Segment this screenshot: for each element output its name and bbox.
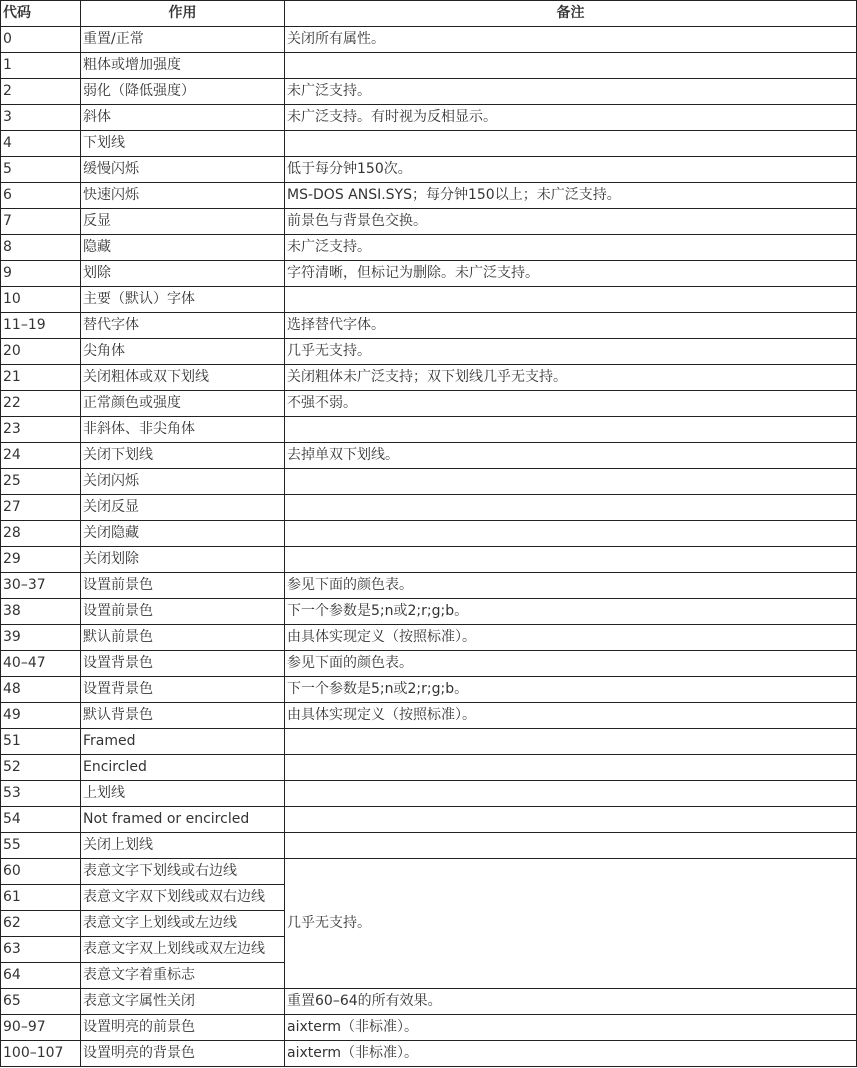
effect-cell-text: 上划线: [83, 785, 125, 801]
effect-cell: [81, 859, 285, 885]
note-cell: [285, 183, 857, 209]
effect-cell: [81, 261, 285, 287]
code-cell: [1, 105, 81, 131]
code-cell-text: 53: [3, 785, 21, 801]
effect-cell-text: 关闭上划线: [83, 837, 153, 853]
code-cell-text: 10: [3, 291, 21, 307]
note-cell: [285, 391, 857, 417]
effect-cell-text: 主要（默认）字体: [83, 291, 195, 307]
effect-cell: [81, 417, 285, 443]
effect-cell: [81, 495, 285, 521]
note-cell: [285, 755, 857, 781]
effect-cell: [81, 1015, 285, 1041]
note-cell-text: 未广泛支持。有时视为反相显示。: [287, 109, 497, 125]
note-cell-text: aixterm（非标准）。: [287, 1045, 419, 1061]
effect-cell: [81, 443, 285, 469]
code-cell-text: 9: [3, 265, 12, 281]
note-cell: [285, 79, 857, 105]
effect-cell-text: 设置前景色: [83, 603, 153, 619]
code-cell: [1, 495, 81, 521]
effect-cell: [81, 937, 285, 963]
effect-cell: [81, 625, 285, 651]
code-cell: [1, 807, 81, 833]
effect-cell: [81, 703, 285, 729]
effect-cell-text: 表意文字双上划线或双左边线: [83, 941, 265, 957]
code-cell-text: 60: [3, 863, 21, 879]
effect-cell-text: 设置背景色: [83, 655, 153, 671]
note-cell: [285, 807, 857, 833]
code-cell: [1, 1015, 81, 1041]
code-cell: [1, 53, 81, 79]
note-cell: [285, 1015, 857, 1041]
code-cell-text: 40–47: [3, 655, 46, 671]
code-cell-text: 49: [3, 707, 21, 723]
table-row: [1, 1015, 857, 1041]
effect-cell: [81, 1041, 285, 1067]
code-cell-text: 28: [3, 525, 21, 541]
header-row: [1, 1, 857, 27]
note-cell-text: 关闭粗体未广泛支持；双下划线几乎无支持。: [287, 369, 567, 385]
note-cell: [285, 495, 857, 521]
effect-cell: [81, 781, 285, 807]
effect-cell: [81, 365, 285, 391]
note-cell: [285, 677, 857, 703]
note-cell: [285, 781, 857, 807]
effect-cell: [81, 963, 285, 989]
note-cell-text: 下一个参数是5;n或2;r;g;b。: [287, 603, 469, 619]
code-cell-text: 7: [3, 213, 12, 229]
code-cell: [1, 677, 81, 703]
table-row: [1, 833, 857, 859]
note-cell-text: [287, 521, 854, 546]
effect-cell: [81, 131, 285, 157]
code-cell-text: 1: [3, 57, 12, 73]
effect-cell-text: 设置前景色: [83, 577, 153, 593]
note-cell-text: [287, 469, 854, 494]
effect-cell-text: 设置背景色: [83, 681, 153, 697]
code-cell: [1, 287, 81, 313]
table-row: [1, 261, 857, 287]
code-cell: [1, 573, 81, 599]
code-cell: [1, 417, 81, 443]
note-cell-text: 参见下面的颜色表。: [287, 577, 413, 593]
effect-cell-text: 表意文字着重标志: [83, 967, 195, 983]
code-cell-text: 90–97: [3, 1019, 46, 1035]
effect-cell: [81, 339, 285, 365]
effect-cell-text: 斜体: [83, 109, 111, 125]
effect-cell-text: 粗体或增加强度: [83, 57, 181, 73]
effect-cell: [81, 651, 285, 677]
note-cell: [285, 573, 857, 599]
note-cell-text: [287, 833, 854, 858]
effect-cell-text: 表意文字双下划线或双右边线: [83, 889, 265, 905]
note-cell-text: [287, 755, 854, 780]
effect-cell: [81, 573, 285, 599]
effect-cell: [81, 911, 285, 937]
code-cell: [1, 391, 81, 417]
note-cell: [285, 27, 857, 53]
table-row: [1, 599, 857, 625]
note-cell: [285, 521, 857, 547]
note-cell-text: 去掉单双下划线。: [287, 447, 399, 463]
code-cell-text: 24: [3, 447, 21, 463]
note-cell: [285, 235, 857, 261]
effect-cell-text: 表意文字属性关闭: [83, 993, 195, 1009]
effect-cell: [81, 885, 285, 911]
code-cell-text: 64: [3, 967, 21, 983]
code-cell: [1, 833, 81, 859]
effect-cell: [81, 833, 285, 859]
effect-cell: [81, 287, 285, 313]
note-cell-text: 由具体实现定义（按照标准）。: [287, 629, 476, 645]
code-cell: [1, 651, 81, 677]
effect-cell-text: 尖角体: [83, 343, 125, 359]
code-cell: [1, 157, 81, 183]
effect-cell-text: 反显: [83, 213, 111, 229]
table-row: [1, 521, 857, 547]
note-cell: [285, 599, 857, 625]
note-cell-text: 几乎无支持。: [287, 915, 371, 931]
code-cell-text: 20: [3, 343, 21, 359]
table-row: [1, 417, 857, 443]
code-cell: [1, 261, 81, 287]
code-cell: [1, 521, 81, 547]
effect-cell-text: 设置明亮的背景色: [83, 1045, 195, 1061]
code-cell-text: 5: [3, 161, 12, 177]
code-cell: [1, 859, 81, 885]
code-cell-text: 52: [3, 759, 21, 775]
table-row: [1, 313, 857, 339]
note-cell: [285, 469, 857, 495]
effect-cell: [81, 989, 285, 1015]
code-cell-text: 0: [3, 31, 12, 47]
note-cell: [285, 625, 857, 651]
code-cell: [1, 183, 81, 209]
effect-cell-text: 正常颜色或强度: [83, 395, 181, 411]
note-cell-text: [287, 417, 854, 442]
table-row: [1, 79, 857, 105]
note-cell: [285, 703, 857, 729]
code-cell: [1, 365, 81, 391]
note-cell-text: 关闭所有属性。: [287, 31, 385, 47]
code-cell: [1, 781, 81, 807]
note-cell: [285, 365, 857, 391]
note-cell-text: 几乎无支持。: [287, 343, 371, 359]
note-cell-text: 重置60–64的所有效果。: [287, 993, 442, 1009]
note-cell: [285, 547, 857, 573]
note-cell-text: 由具体实现定义（按照标准）。: [287, 707, 476, 723]
note-cell-text: 选择替代字体。: [287, 317, 385, 333]
note-cell-text: 不强不弱。: [287, 395, 357, 411]
table-row: [1, 729, 857, 755]
note-cell-text: [287, 807, 854, 832]
effect-cell: [81, 755, 285, 781]
code-cell: [1, 911, 81, 937]
code-cell: [1, 209, 81, 235]
note-cell: [285, 417, 857, 443]
note-cell: [285, 53, 857, 79]
code-cell: [1, 339, 81, 365]
effect-cell-text: 关闭闪烁: [83, 473, 139, 489]
note-cell-text: [287, 131, 854, 156]
table-row: [1, 27, 857, 53]
effect-cell-text: 表意文字下划线或右边线: [83, 863, 237, 879]
note-cell-text: aixterm（非标准）。: [287, 1019, 419, 1035]
code-cell-text: 11–19: [3, 317, 46, 333]
effect-cell-text: Framed: [83, 733, 136, 749]
table-row: [1, 1041, 857, 1067]
code-cell: [1, 1041, 81, 1067]
code-cell-text: 51: [3, 733, 21, 749]
code-cell-text: 55: [3, 837, 21, 853]
effect-cell: [81, 157, 285, 183]
note-cell-text: [287, 53, 854, 78]
effect-cell: [81, 547, 285, 573]
code-cell-text: 6: [3, 187, 12, 203]
note-cell: [285, 313, 857, 339]
note-cell-text: 未广泛支持。: [287, 83, 371, 99]
effect-cell-text: 关闭划除: [83, 551, 139, 567]
note-cell: [285, 989, 857, 1015]
effect-cell: [81, 677, 285, 703]
code-cell: [1, 755, 81, 781]
note-cell-text: 未广泛支持。: [287, 239, 371, 255]
table-row: [1, 755, 857, 781]
code-cell: [1, 131, 81, 157]
note-cell-text: [287, 495, 854, 520]
effect-cell: [81, 209, 285, 235]
code-cell: [1, 989, 81, 1015]
note-cell-text: 下一个参数是5;n或2;r;g;b。: [287, 681, 469, 697]
header-effect: 作用: [81, 1, 285, 27]
code-cell-text: 23: [3, 421, 21, 437]
effect-cell-text: 隐藏: [83, 239, 111, 255]
code-cell-text: 4: [3, 135, 12, 151]
effect-cell-text: 弱化（降低强度）: [83, 83, 195, 99]
note-cell: [285, 1041, 857, 1067]
code-cell-text: 2: [3, 83, 12, 99]
code-cell-text: 48: [3, 681, 21, 697]
code-cell-text: 8: [3, 239, 12, 255]
effect-cell: [81, 235, 285, 261]
effect-cell-text: Encircled: [83, 759, 147, 775]
code-cell-text: 100–107: [3, 1045, 64, 1061]
table-row: [1, 469, 857, 495]
note-cell: [285, 131, 857, 157]
header-code: 代码: [1, 1, 81, 27]
code-cell: [1, 599, 81, 625]
code-cell-text: 3: [3, 109, 12, 125]
effect-cell-text: 关闭粗体或双下划线: [83, 369, 209, 385]
effect-cell-text: 快速闪烁: [83, 187, 139, 203]
code-cell: [1, 625, 81, 651]
note-cell-text: [287, 547, 854, 572]
code-cell: [1, 235, 81, 261]
effect-cell: [81, 183, 285, 209]
code-cell-text: 54: [3, 811, 21, 827]
code-cell-text: 63: [3, 941, 21, 957]
note-cell-text: [287, 729, 854, 754]
effect-cell: [81, 391, 285, 417]
code-cell-text: 22: [3, 395, 21, 411]
effect-cell: [81, 79, 285, 105]
effect-cell-text: 默认前景色: [83, 629, 153, 645]
note-cell: [285, 287, 857, 313]
note-cell: [285, 833, 857, 859]
note-cell-text: MS-DOS ANSI.SYS；每分钟150以上；未广泛支持。: [287, 187, 621, 203]
code-cell: [1, 443, 81, 469]
code-cell: [1, 963, 81, 989]
code-cell: [1, 313, 81, 339]
effect-cell-text: 缓慢闪烁: [83, 161, 139, 177]
effect-cell-text: 关闭反显: [83, 499, 139, 515]
effect-cell-text: 重置/正常: [83, 31, 144, 47]
note-cell: [285, 105, 857, 131]
note-cell: [285, 339, 857, 365]
effect-cell: [81, 105, 285, 131]
code-cell-text: 62: [3, 915, 21, 931]
effect-cell-text: 替代字体: [83, 317, 139, 333]
code-cell: [1, 469, 81, 495]
note-cell-text: [287, 781, 854, 806]
note-cell: [285, 859, 857, 989]
note-cell: [285, 261, 857, 287]
effect-cell-text: 关闭下划线: [83, 447, 153, 463]
table-row: [1, 183, 857, 209]
table-row: [1, 651, 857, 677]
code-cell: [1, 703, 81, 729]
table-row: [1, 989, 857, 1015]
code-cell-text: 39: [3, 629, 21, 645]
effect-cell-text: 设置明亮的前景色: [83, 1019, 195, 1035]
table-row: [1, 495, 857, 521]
table-row: [1, 391, 857, 417]
note-cell-text: 字符清晰，但标记为删除。未广泛支持。: [287, 265, 539, 281]
effect-cell-text: 表意文字上划线或左边线: [83, 915, 237, 931]
note-cell: [285, 443, 857, 469]
effect-cell: [81, 729, 285, 755]
table-row: [1, 573, 857, 599]
table-row: [1, 859, 857, 885]
table-row: [1, 547, 857, 573]
table-row: [1, 677, 857, 703]
code-cell: [1, 937, 81, 963]
table-row: [1, 131, 857, 157]
effect-cell: [81, 313, 285, 339]
table-row: [1, 443, 857, 469]
effect-cell: [81, 469, 285, 495]
note-cell: [285, 157, 857, 183]
note-cell: [285, 729, 857, 755]
effect-cell-text: 关闭隐藏: [83, 525, 139, 541]
code-cell-text: 38: [3, 603, 21, 619]
code-cell-text: 25: [3, 473, 21, 489]
code-cell: [1, 79, 81, 105]
code-cell: [1, 729, 81, 755]
code-cell: [1, 27, 81, 53]
effect-cell-text: 下划线: [83, 135, 125, 151]
effect-cell: [81, 599, 285, 625]
code-cell-text: 61: [3, 889, 21, 905]
effect-cell-text: 默认背景色: [83, 707, 153, 723]
header-note: 备注: [285, 1, 857, 27]
note-cell-text: [287, 287, 854, 312]
table-row: [1, 53, 857, 79]
code-cell-text: 21: [3, 369, 21, 385]
effect-cell: [81, 521, 285, 547]
table-row: [1, 781, 857, 807]
effect-cell-text: 非斜体、非尖角体: [83, 421, 195, 437]
table-row: [1, 209, 857, 235]
code-cell-text: 30–37: [3, 577, 46, 593]
note-cell-text: 低于每分钟150次。: [287, 161, 412, 177]
code-cell: [1, 547, 81, 573]
code-cell: [1, 885, 81, 911]
table-row: [1, 157, 857, 183]
code-cell-text: 29: [3, 551, 21, 567]
note-cell: [285, 651, 857, 677]
note-cell-text: 前景色与背景色交换。: [287, 213, 427, 229]
table-row: [1, 365, 857, 391]
code-cell-text: 65: [3, 993, 21, 1009]
effect-cell: [81, 27, 285, 53]
table-row: [1, 625, 857, 651]
effect-cell: [81, 807, 285, 833]
note-cell: [285, 209, 857, 235]
table-row: [1, 287, 857, 313]
table-row: [1, 105, 857, 131]
note-cell-text: 参见下面的颜色表。: [287, 655, 413, 671]
code-cell-text: 27: [3, 499, 21, 515]
table-row: [1, 807, 857, 833]
table-row: [1, 339, 857, 365]
table-row: [1, 235, 857, 261]
effect-cell: [81, 53, 285, 79]
effect-cell-text: Not framed or encircled: [83, 811, 250, 827]
effect-cell-text: 划除: [83, 265, 111, 281]
table-row: [1, 703, 857, 729]
